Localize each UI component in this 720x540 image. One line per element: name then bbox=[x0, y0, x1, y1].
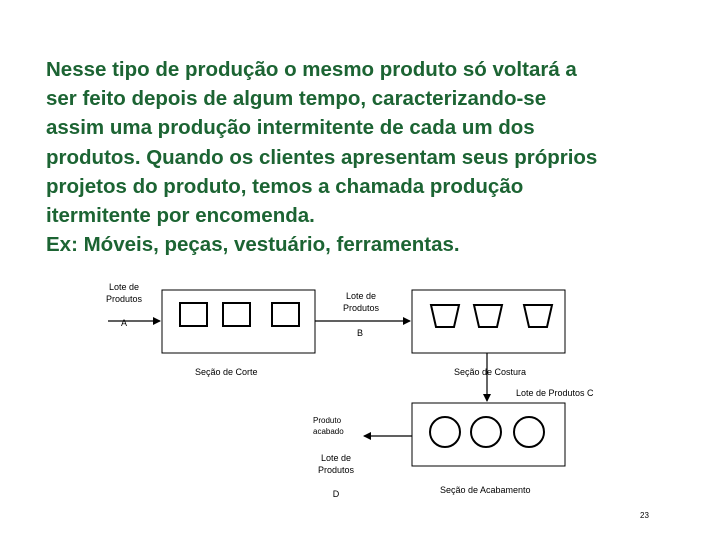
circle-item bbox=[430, 417, 460, 447]
secao-acabamento-label: Seção de Acabamento bbox=[440, 485, 531, 495]
lote-b-line1: Lote de bbox=[345, 291, 377, 301]
lote-a-line1: Lote de bbox=[108, 282, 140, 292]
paragraph-line: assim uma produção intermitente de cada um dos bbox=[46, 116, 535, 140]
lote-d-label bbox=[308, 452, 364, 476]
square-item bbox=[223, 303, 250, 326]
produto-acabado-label bbox=[313, 415, 344, 437]
trapezoid-item bbox=[474, 305, 502, 327]
lote-c-label: Lote de Produtos C bbox=[516, 388, 594, 398]
slide-number: 23 bbox=[640, 511, 649, 520]
paragraph-line: projetos do produto, temos a chamada produção bbox=[46, 174, 524, 198]
example-line: Ex: Móveis, peças, vestuário, ferramentas. bbox=[46, 233, 460, 256]
trapezoid-item bbox=[431, 305, 459, 327]
lote-a-letter: A bbox=[120, 318, 127, 328]
lote-b-letter: B bbox=[356, 328, 363, 338]
secao-corte-label: Seção de Corte bbox=[195, 367, 258, 377]
square-item bbox=[180, 303, 207, 326]
lote-d-letter: D bbox=[332, 489, 340, 499]
square-item bbox=[272, 303, 299, 326]
produto-acabado-line2: acabado bbox=[313, 427, 344, 436]
paragraph-line: produtos. Quando os clientes apresentam seus próprios bbox=[46, 145, 598, 169]
paragraph-line: Nesse tipo de produção o mesmo produto só voltará a bbox=[46, 58, 577, 81]
circle-item bbox=[471, 417, 501, 447]
circle-item bbox=[514, 417, 544, 447]
paragraph-line: itermitente por encomenda. bbox=[46, 204, 315, 228]
secao-costura-label: Seção de Costura bbox=[454, 367, 527, 377]
lote-b-line2: Produtos bbox=[342, 303, 380, 313]
lote-d-line2: Produtos bbox=[317, 465, 355, 475]
lote-d-line1: Lote de bbox=[320, 453, 352, 463]
lote-a-label bbox=[96, 281, 152, 305]
lote-a-line2: Produtos bbox=[105, 294, 143, 304]
trapezoid-item bbox=[524, 305, 552, 327]
lote-b-label bbox=[331, 290, 391, 314]
paragraph-line: ser feito depois de algum tempo, caracterizando-se bbox=[46, 87, 547, 111]
produto-acabado-line1: Produto bbox=[313, 416, 342, 425]
